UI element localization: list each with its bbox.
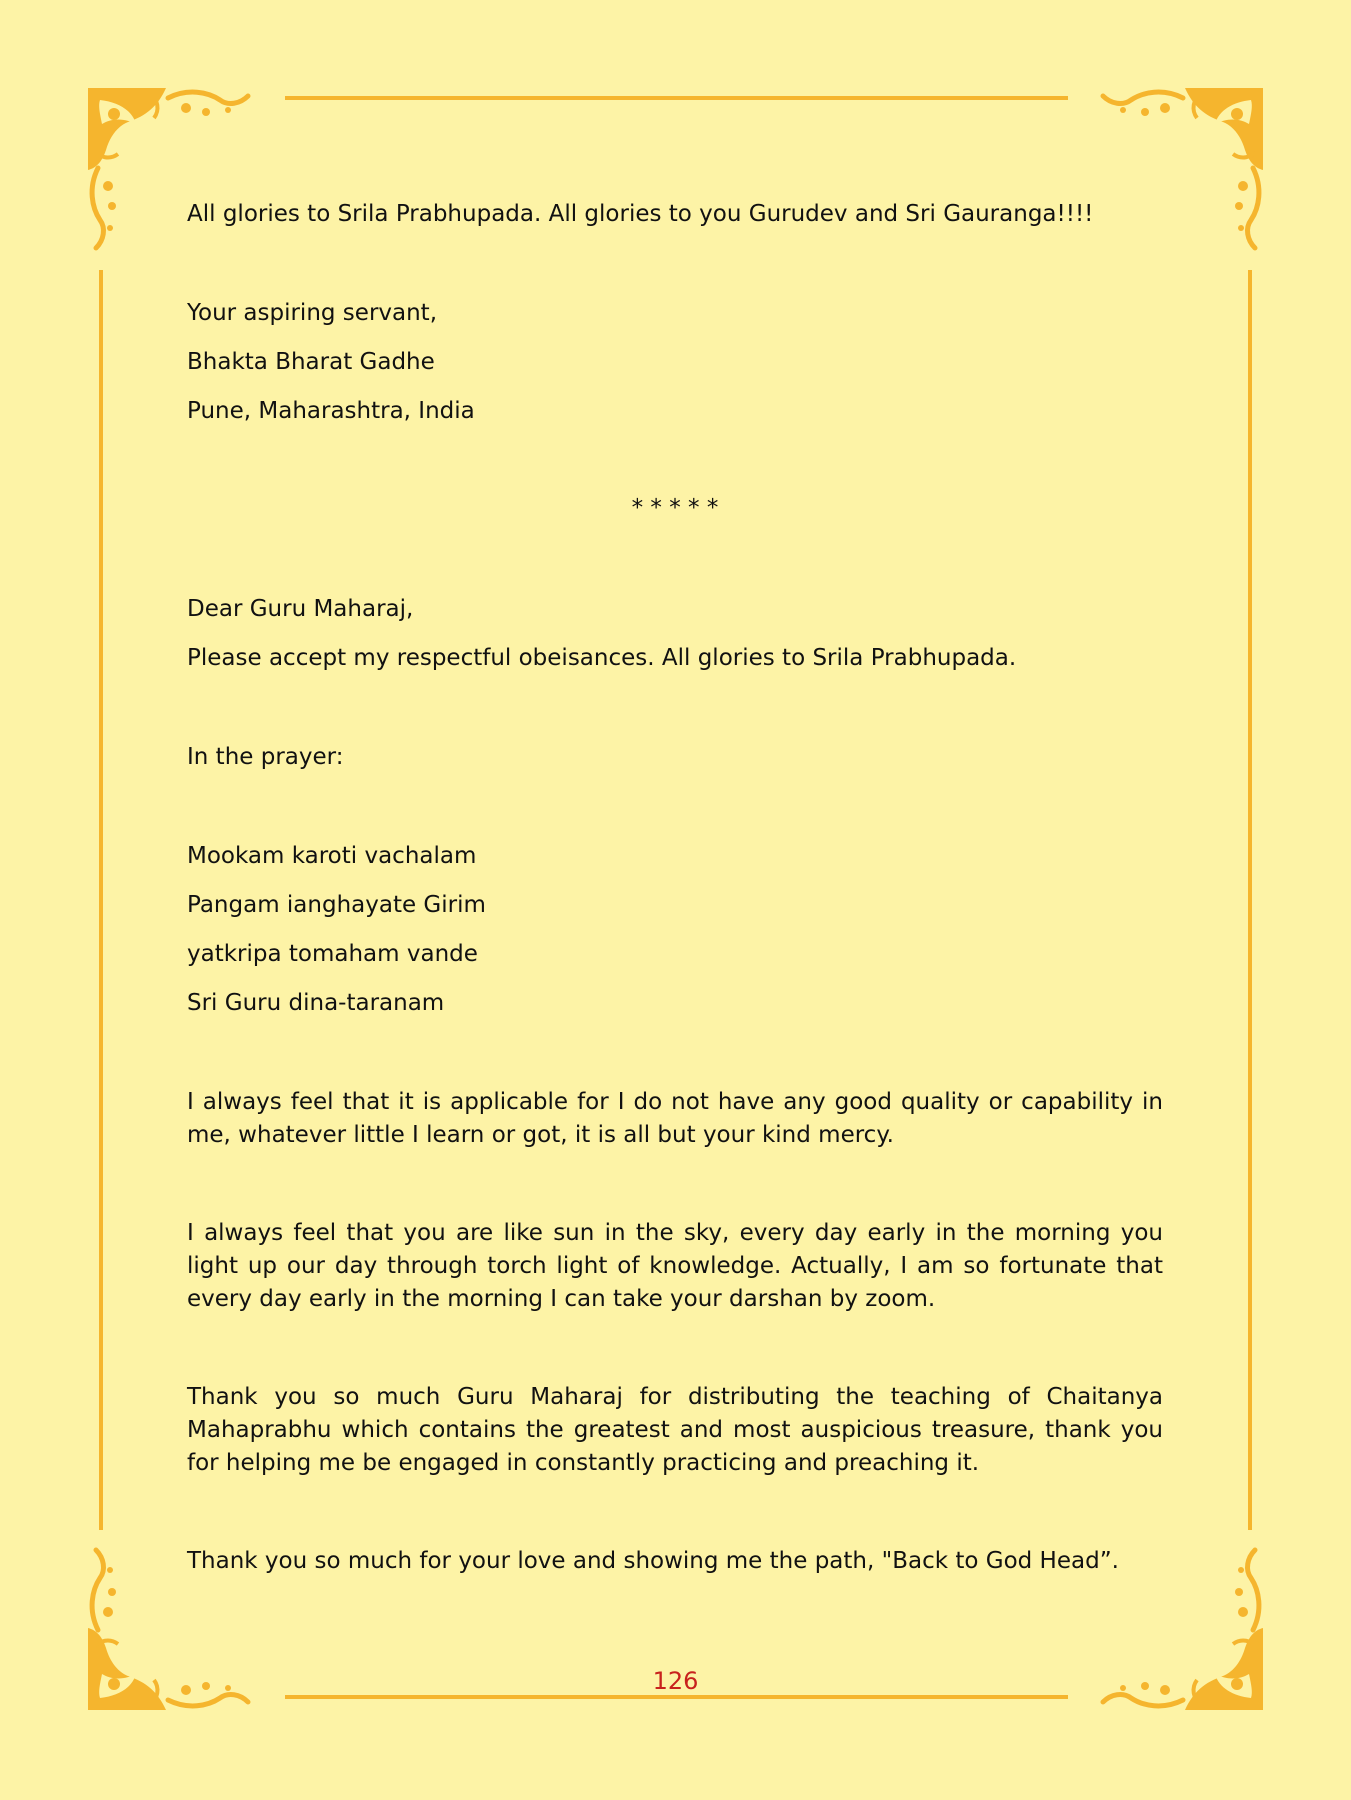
greeting: Please accept my respectful obeisances. All glories to Srila Prabhupada. bbox=[187, 645, 1017, 671]
letter-paragraph: I always feel that it is applicable for I do not have any good quality or capability in me, whatever little I learn or got, it is all but your kind mercy. bbox=[187, 1089, 1163, 1148]
salutation: Dear Guru Maharaj, bbox=[187, 596, 414, 622]
letter-paragraph: I always feel that you are like sun in the sky, every day early in the morning you light up our day through torch light of knowledge. Actually, I am so fortunate that every day early in the morning I can take your darshan by zoom. bbox=[187, 1220, 1163, 1312]
page-number: 126 bbox=[652, 1667, 699, 1695]
prayer-line: Pangam ianghayate Girim bbox=[187, 892, 486, 918]
signature-location: Pune, Maharashtra, India bbox=[187, 398, 475, 424]
valediction: Your aspiring servant, bbox=[187, 300, 438, 326]
prayer-line: Sri Guru dina-taranam bbox=[187, 990, 445, 1016]
letter-paragraph: Thank you so much for your love and showing me the path, "Back to God Head”. bbox=[187, 1548, 1119, 1574]
prayer-line: yatkripa tomaham vande bbox=[187, 941, 478, 967]
prayer-line: Mookam karoti vachalam bbox=[187, 843, 477, 869]
section-separator: * * * * * bbox=[631, 495, 719, 521]
letter-paragraph: Thank you so much Guru Maharaj for distributing the teaching of Chaitanya Mahaprabhu which contains the greatest and most auspicious treasure, thank you for helping me be engaged in constantly practicing and preaching it. bbox=[187, 1384, 1163, 1476]
signature-name: Bhakta Bharat Gadhe bbox=[187, 349, 435, 375]
closing-glories: All glories to Srila Prabhupada. All glories to you Gurudev and Sri Gauranga!!!! bbox=[187, 201, 1094, 227]
prayer-intro: In the prayer: bbox=[187, 744, 344, 770]
